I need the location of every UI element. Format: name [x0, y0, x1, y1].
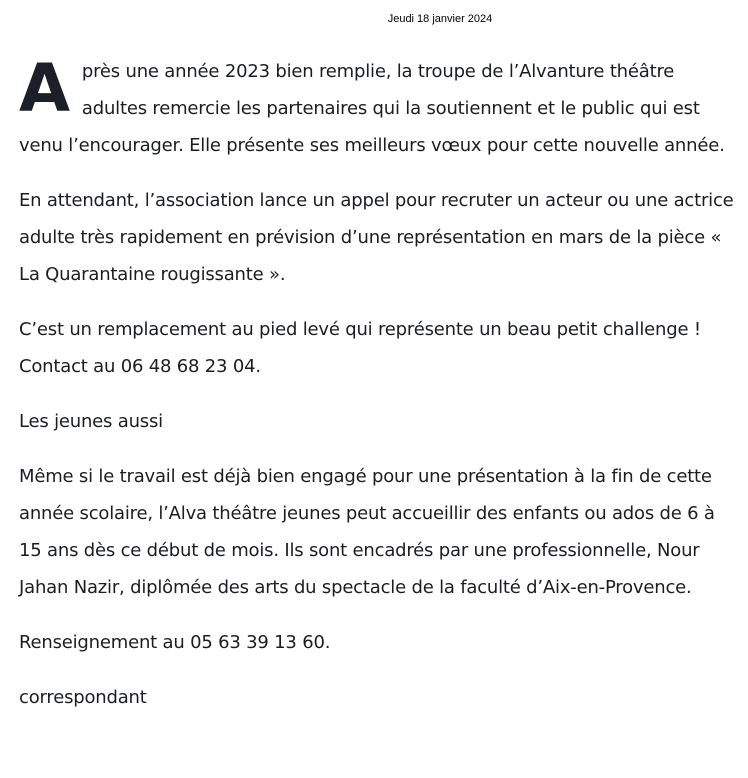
- publication-date: Jeudi 18 janvier 2024: [387, 13, 493, 25]
- article-body: [19, 50, 734, 734]
- article-paragraph-intro: [19, 50, 734, 164]
- intro-text: près une année 2023 bien remplie, la troupe de l’Alvanture théâtre adultes remercie les partenaires qui la soutiennent et le public qui est venu l’encourager. Elle présente ses meilleurs vœux pour cette nouvelle année.: [19, 61, 725, 156]
- article-signature: correspondant: [19, 687, 147, 708]
- article-paragraph-youth: Même si le travail est déjà bien engagé pour une présentation à la fin de cette année scolaire, l’Alva théâtre jeunes peut accueillir des enfants ou ados de 6 à 15 ans dès ce début de mois. Ils sont encadrés par une professionnelle, Nour Jahan Nazir, diplômée des arts du spectacle de la faculté d’Aix-en-Provence.: [19, 466, 715, 598]
- article-paragraph-casting-call: En attendant, l’association lance un appel pour recruter un acteur ou une actrice adulte très rapidement en prévision d’une représentation en mars de la pièce « La Quarantaine rougissante ».: [19, 190, 734, 285]
- article-paragraph-contact: C’est un remplacement au pied levé qui représente un beau petit challenge ! Contact au 06 48 68 23 04.: [19, 319, 701, 377]
- article-subheading: Les jeunes aussi: [19, 411, 163, 432]
- article-paragraph-info: Renseignement au 05 63 39 13 60.: [19, 632, 331, 653]
- drop-cap: A: [19, 50, 70, 127]
